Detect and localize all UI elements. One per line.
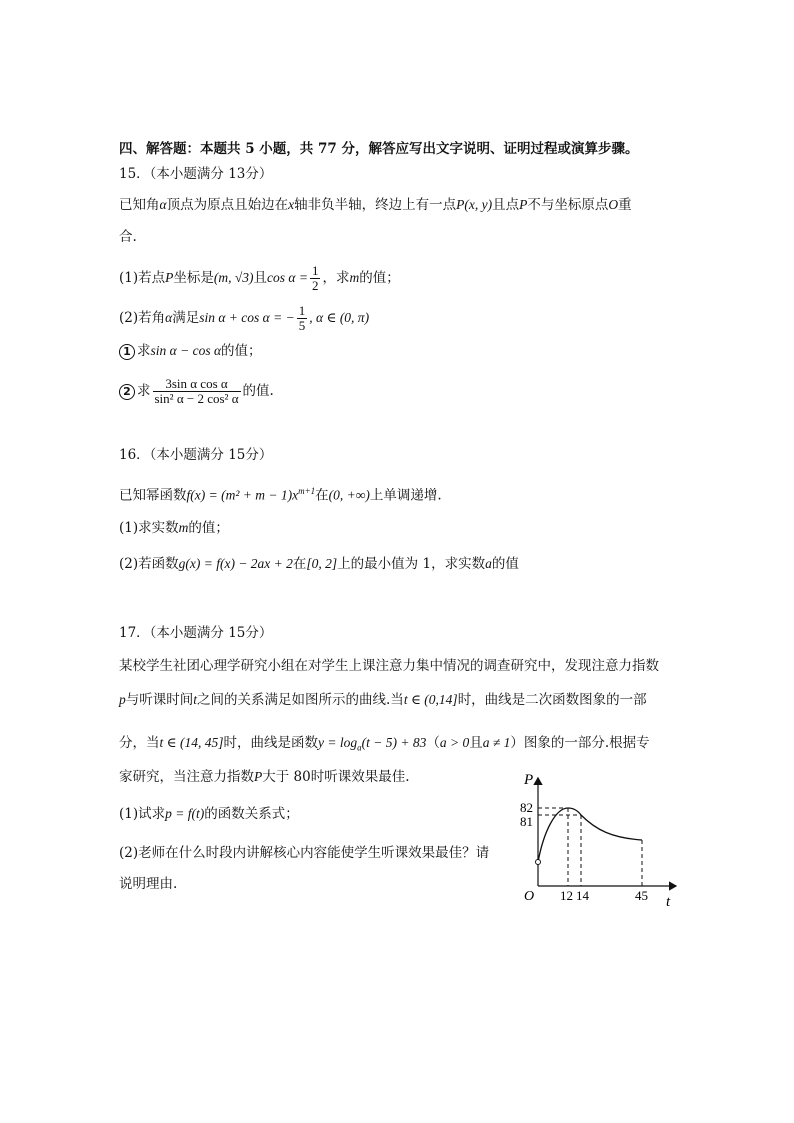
- attention-graph: [500, 770, 690, 910]
- y-axis-label: P: [524, 772, 534, 788]
- q15-stem: 已知角α顶点为原点且始边在x轴非负半轴，终边上有一点P(x, y)且点P不与坐标原点O重: [119, 197, 632, 213]
- q17-part1: (1)试求p = f(t)的函数关系式；: [119, 806, 299, 822]
- q16-title: 16．（本小题满分 15分）: [119, 447, 273, 463]
- quadratic-curve: [538, 808, 581, 862]
- circled-number: 1: [119, 344, 135, 360]
- y-tick-82: 82: [520, 800, 533, 815]
- q17-title: 17．（本小题满分 15分）: [119, 625, 273, 641]
- q15-sub2: 2 求 $\frac{\text{3sin α cos α}}{\text{sin² α − 2 cos² α}}$ 的值.: [119, 377, 274, 406]
- fraction: $\frac{\text{3sin α cos α}}{\text{sin² α − 2 cos² α}}$: [154, 376, 239, 406]
- q15-stem-cont: 合.: [119, 229, 137, 245]
- section-header: 四、解答题：本题共 5 小题，共 77 分，解答应写出文字说明、证明过程或演算步骤。: [119, 141, 639, 157]
- q15-sub1: 1 求sin α − cos α的值；: [119, 341, 262, 361]
- q15-title: 15．（本小题满分 13分）: [119, 166, 273, 182]
- q16-stem: 已知幂函数$f(x) = (m^2 + m - 1)x^{m+1}$在(0, +∞)上单调递增.: [119, 486, 442, 504]
- q15-part1: (1)若点P坐标是(m, √3)且cos α = $\frac{1}{2}$ ，求m的值；: [119, 263, 400, 293]
- q17-line4: 家研究，当注意力指数P大于 80时听课效果最佳.: [119, 769, 410, 785]
- q16-part2: (2)若函数g(x) = f(x) − 2ax + 2在[0, 2]上的最小值为 1，求实数a的值: [119, 556, 519, 572]
- q17-line1: 某校学生社团心理学研究小组在对学生上课注意力集中情况的调查研究中，发现注意力指数: [119, 658, 659, 674]
- fraction: $\frac{1}{2}$: [311, 263, 319, 293]
- open-endpoint: [536, 860, 541, 865]
- x-tick-14: 14: [576, 888, 589, 903]
- origin-label: O: [524, 889, 535, 904]
- fraction: $\frac{1}{5}$: [298, 303, 306, 333]
- q17-part2-line2: 说明理由.: [119, 876, 178, 892]
- x-tick-12: 12: [560, 888, 573, 903]
- y-tick-81: 81: [520, 814, 533, 829]
- x-axis-label: t: [666, 894, 671, 910]
- q17-line3: 分，当t ∈ (14, 45]时，曲线是函数$y = \log_a(t - 5) + 83(a > 0$且a ≠ 1）图象的一部分.根据专: [119, 735, 650, 753]
- log-curve: [581, 815, 642, 840]
- q17-part2-line1: (2)老师在什么时段内讲解核心内容能使学生听课效果最佳？请: [119, 845, 490, 861]
- q15-part2: (2)若角α满足sin α + cos α = − $\frac{1}{5}$ , α ∈ (0, π): [119, 303, 370, 333]
- circled-number: 2: [119, 384, 135, 400]
- q16-part1: (1)求实数m的值；: [119, 520, 229, 536]
- q17-line2: p与听课时间t之间的关系满足如图所示的曲线.当t ∈ (0,14]时，曲线是二次函数图象的一部: [119, 692, 647, 708]
- x-tick-45: 45: [635, 888, 648, 903]
